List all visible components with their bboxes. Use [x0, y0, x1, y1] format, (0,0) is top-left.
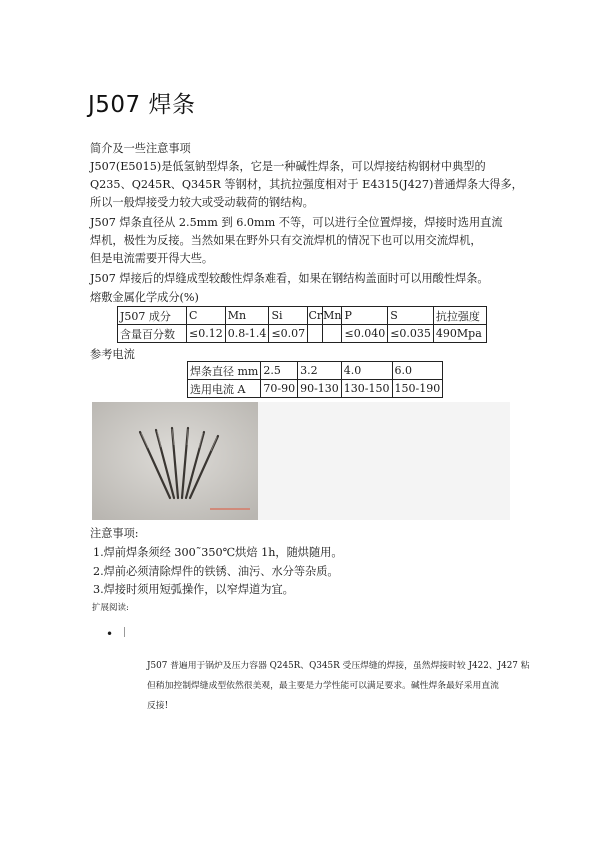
- table-cell: C: [187, 307, 226, 325]
- current-heading: 参考电流: [90, 348, 135, 361]
- table-cell: 130-150: [341, 380, 392, 398]
- note-item: 2.焊前必须清除焊件的铁锈、油污、水分等杂质。: [93, 565, 339, 578]
- table-cell: Mn: [323, 307, 342, 325]
- table-row: [118, 325, 487, 343]
- table-cell: Mn: [225, 307, 269, 325]
- note-item: 1.焊前焊条须经 300˜350℃烘焙 1h，随烘随用。: [93, 546, 343, 559]
- table-cell: ≤0.12: [187, 325, 226, 343]
- extended-text-line-2: 但稍加控制焊缝成型依然很美观，最主要是力学性能可以满足要求。碱性焊条最好采用直流: [147, 681, 499, 691]
- page-title: J507 焊条: [88, 92, 196, 118]
- note-item: 3.焊接时须用短弧操作，以窄焊道为宜。: [93, 583, 294, 596]
- paragraph-2-line-1: J507 焊条直径从 2.5mm 到 6.0mm 不等，可以进行全位置焊接，焊接时选用直流: [90, 216, 503, 229]
- table-cell: 2.5: [261, 362, 298, 380]
- paragraph-2-line-3: 但是电流需要开得大些。: [90, 252, 214, 265]
- paragraph-1-line-1: J507(E5015)是低氢钠型焊条，它是一种碱性焊条，可以焊接结构钢材中典型的: [90, 160, 486, 173]
- table-cell: 4.0: [341, 362, 392, 380]
- table-row: [118, 307, 487, 325]
- table-cell: 含量百分数: [118, 325, 187, 343]
- table-cell: 选用电流 A: [188, 380, 261, 398]
- table-cell: ≤0.07: [269, 325, 308, 343]
- table-cell: 6.0: [392, 362, 443, 380]
- bullet-icon: •: [106, 627, 114, 641]
- table-cell: 90-130: [298, 380, 342, 398]
- table-cell: 70-90: [261, 380, 298, 398]
- table-cell: [323, 325, 342, 343]
- table-cell: Si: [269, 307, 308, 325]
- electrodes-photo: [92, 402, 258, 520]
- table-cell: ≤0.040: [342, 325, 388, 343]
- broken-image-icon: [124, 627, 125, 637]
- extended-text-line-1: J507 普遍用于锅炉及压力容器 Q245R、Q345R 受压焊缝的焊接，虽然焊接时较 J422、J427 粘: [147, 661, 530, 671]
- notes-heading: 注意事项:: [90, 527, 139, 540]
- composition-table: [117, 306, 487, 343]
- table-cell: 150-190: [392, 380, 443, 398]
- paragraph-1-line-3: 所以一般焊接受力较大或受动载荷的钢结构。: [90, 196, 314, 209]
- table-row: [188, 380, 443, 398]
- table-cell: ≤0.035: [388, 325, 434, 343]
- composition-heading: 熔敷金属化学成分(%): [90, 291, 199, 304]
- table-cell: Cr: [308, 307, 323, 325]
- table-cell: [308, 325, 323, 343]
- table-cell: 焊条直径 mm: [188, 362, 261, 380]
- table-cell: 0.8-1.4: [225, 325, 269, 343]
- paragraph-3: J507 焊接后的焊缝成型较酸性焊条难看，如果在钢结构盖面时可以用酸性焊条。: [90, 272, 489, 285]
- table-cell: P: [342, 307, 388, 325]
- table-cell: 3.2: [298, 362, 342, 380]
- table-cell: 抗拉强度: [433, 307, 486, 325]
- photo-backdrop: [258, 402, 510, 520]
- table-cell: J507 成分: [118, 307, 187, 325]
- paragraph-2-line-2: 焊机，极性为反接。当然如果在野外只有交流焊机的情况下也可以用交流焊机，: [90, 234, 482, 247]
- section-heading: 简介及一些注意事项: [90, 142, 191, 155]
- paragraph-1-line-2: Q235、Q245R、Q345R 等钢材，其抗拉强度相对于 E4315(J427)普通焊条大得多，: [90, 178, 523, 191]
- extended-reading-label: 扩展阅读:: [92, 603, 129, 613]
- table-cell: S: [388, 307, 434, 325]
- table-cell: 490Mpa: [433, 325, 486, 343]
- current-table: [187, 361, 443, 398]
- extended-text-line-3: 反接!: [147, 701, 169, 711]
- table-row: [188, 362, 443, 380]
